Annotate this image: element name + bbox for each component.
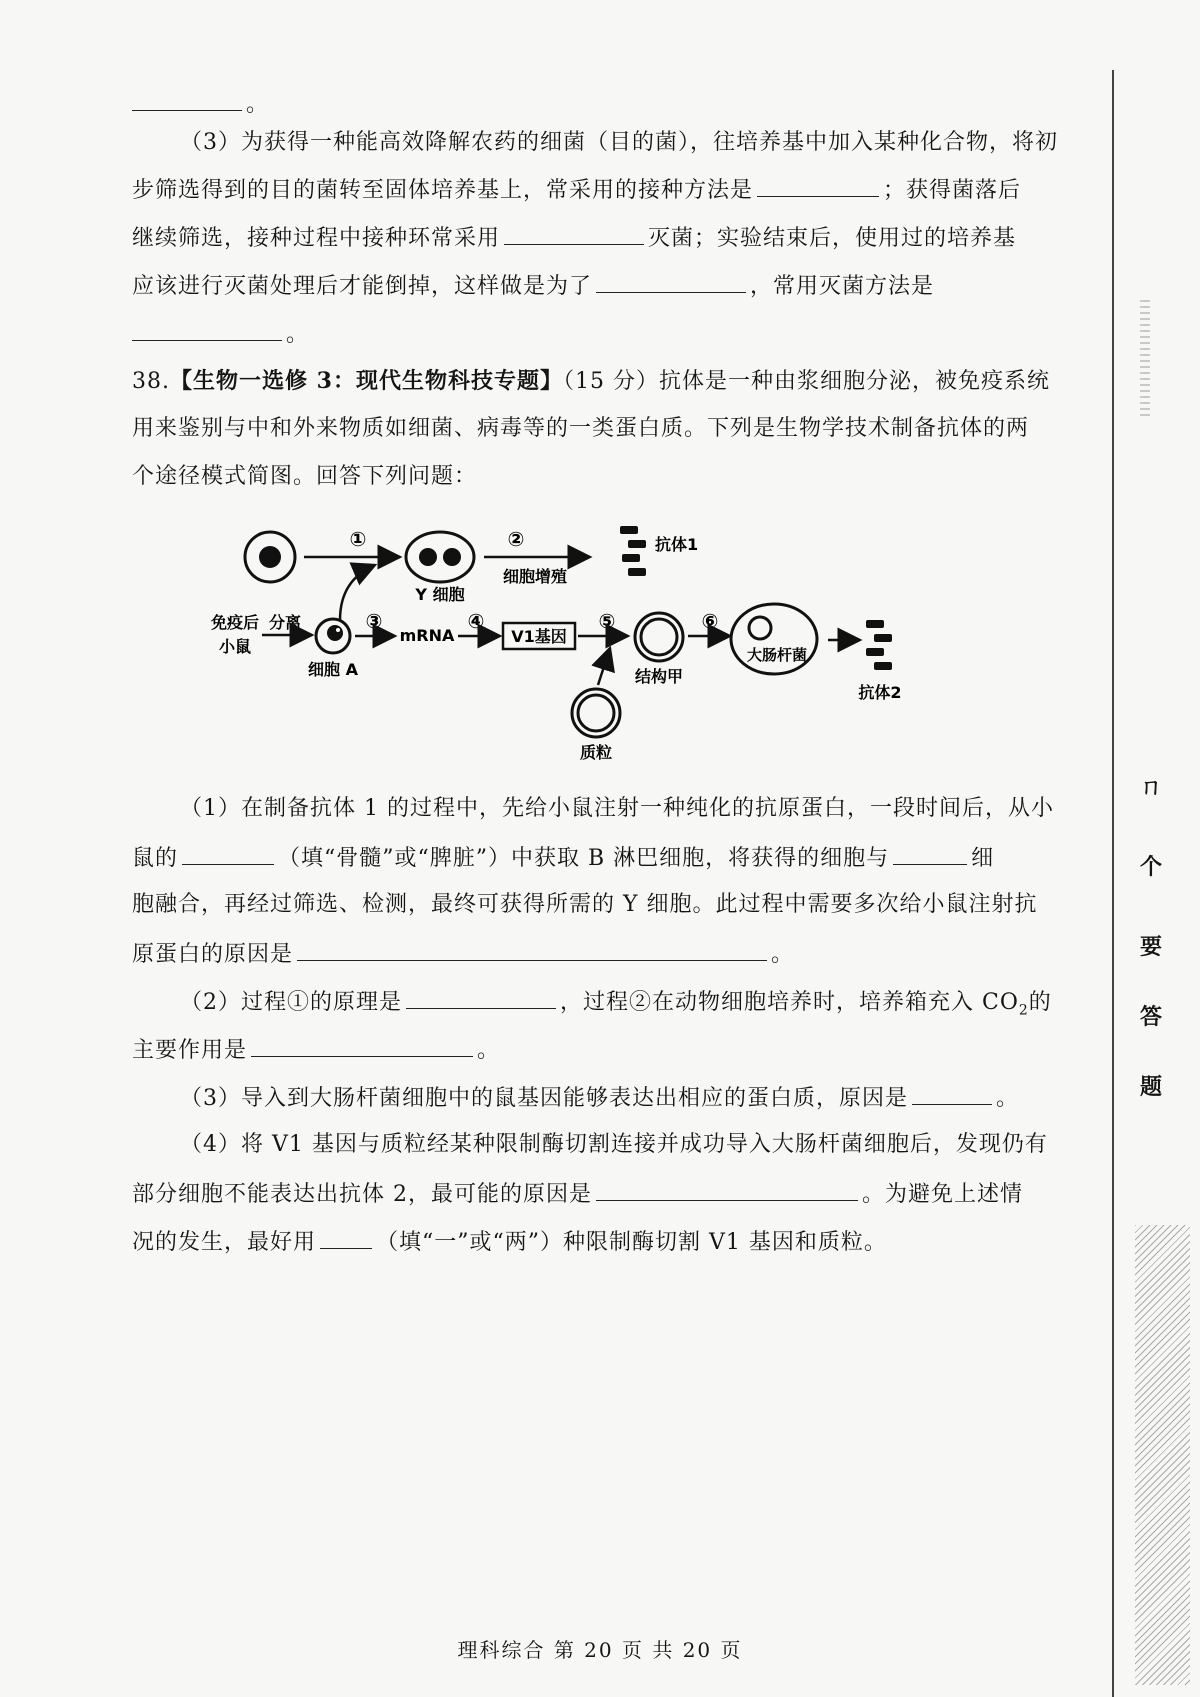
plasmid-arrow xyxy=(598,648,610,685)
s2-line-1 xyxy=(180,986,1052,1025)
text: 胞融合，再经过筛选、检测，最终可获得所需的 Y 细胞。此过程中需要多次给小鼠注射抗 xyxy=(132,892,1038,917)
s3-line xyxy=(180,1082,1019,1114)
text: 。为避免上述情 xyxy=(862,1182,1024,1207)
step-2-label: ② xyxy=(507,527,525,551)
answer-blank[interactable] xyxy=(251,1034,473,1057)
s1-line-2 xyxy=(132,842,994,874)
text: 。 xyxy=(771,942,795,967)
q3-line-4 xyxy=(132,270,934,302)
plasmid-label: 质粒 xyxy=(579,743,613,762)
side-char-2: 个 xyxy=(1140,854,1163,880)
mouse-label-1: 免疫后 xyxy=(210,613,260,632)
step-4-label: ④ xyxy=(467,609,485,633)
binding-edge xyxy=(1112,70,1122,1697)
text: 况的发生，最好用 xyxy=(132,1230,317,1255)
page-footer: 理科综合 第 20 页 共 20 页 xyxy=(457,1638,743,1662)
text: （填“一”或“两”）种限制酶切割 V1 基因和质粒。 xyxy=(376,1230,887,1255)
s4-line-2 xyxy=(132,1178,1023,1210)
s2-line-2 xyxy=(132,1034,500,1066)
text: （15 分）抗体是一种由浆细胞分泌，被免疫系统 xyxy=(562,369,1050,394)
top-answer-line xyxy=(132,88,269,120)
s1-line-4 xyxy=(132,938,794,970)
text: 继续筛选，接种过程中接种环常采用 xyxy=(132,226,501,251)
mouse-label-2: 小鼠 xyxy=(218,637,252,656)
text: 步筛选得到的目的菌转至固体培养基上，常采用的接种方法是 xyxy=(132,178,754,203)
q3-line-3 xyxy=(132,222,1016,254)
text: 用来鉴别与中和外来物质如细菌、病毒等的一类蛋白质。下列是生物学技术制备抗体的两 xyxy=(132,416,1030,441)
text: 主要作用是 xyxy=(132,1038,248,1063)
text: 。 xyxy=(996,1086,1020,1111)
q38-line-1 xyxy=(132,366,1050,397)
answer-blank[interactable] xyxy=(132,88,242,111)
ecoli-label: 大肠杆菌 xyxy=(746,646,808,664)
question-tag: 【生物一选修 3：现代生物科技专题】 xyxy=(170,368,563,394)
question-number: 38. xyxy=(132,369,170,394)
text: ，常用灭菌方法是 xyxy=(750,274,935,299)
step-6-label: ⑥ xyxy=(701,609,719,633)
text: 。 xyxy=(477,1038,501,1063)
structure-label: 结构甲 xyxy=(634,667,684,686)
text: 应该进行灭菌处理后才能倒掉，这样做是为了 xyxy=(132,274,593,299)
text: 细 xyxy=(971,846,995,871)
answer-blank[interactable] xyxy=(504,222,644,245)
answer-blank[interactable] xyxy=(912,1082,992,1105)
start-cell xyxy=(245,532,295,582)
text: 原蛋白的原因是 xyxy=(132,942,294,967)
answer-blank[interactable] xyxy=(406,986,556,1009)
text: （填“骨髓”或“脾脏”）中获取 B 淋巴细胞，将获得的细胞与 xyxy=(278,846,890,871)
text: 个途径模式简图。回答下列问题： xyxy=(132,464,478,489)
step-3-label: ③ xyxy=(365,609,383,633)
side-char-4: 答 xyxy=(1140,1004,1163,1030)
step-5-label: ⑤ xyxy=(598,609,616,633)
answer-blank[interactable] xyxy=(297,938,767,961)
binding-dots xyxy=(1140,300,1150,420)
cell-a-label: 细胞 A xyxy=(308,660,358,679)
subscript: 2 xyxy=(1018,1002,1029,1019)
answer-blank[interactable] xyxy=(132,318,282,341)
proliferation-label: 细胞增殖 xyxy=(502,567,568,586)
text: 。 xyxy=(246,92,270,117)
text: （2）过程①的原理是 xyxy=(180,990,402,1015)
text: ；获得菌落后 xyxy=(883,178,1022,203)
answer-blank[interactable] xyxy=(596,1178,858,1201)
mrna-label: mRNA xyxy=(399,626,455,645)
q38-line-3 xyxy=(132,462,477,492)
s4-line-3 xyxy=(132,1226,887,1258)
text: （4）将 V1 基因与质粒经某种限制酶切割连接并成功导入大肠杆菌细胞后，发现仍有 xyxy=(180,1132,1048,1157)
answer-blank[interactable] xyxy=(320,1226,372,1249)
y-cell-label: Y 细胞 xyxy=(415,585,465,604)
antibody-2-label: 抗体2 xyxy=(858,683,902,702)
q3-line-5 xyxy=(132,318,309,350)
answer-blank[interactable] xyxy=(757,174,879,197)
answer-blank[interactable] xyxy=(893,842,967,865)
text: （3）为获得一种能高效降解农药的细菌（目的菌），往培养基中加入某种化合物，将初 xyxy=(180,130,1058,155)
step-1-label: ① xyxy=(349,527,367,551)
answer-blank[interactable] xyxy=(596,270,746,293)
antibody-pathway-diagram xyxy=(200,520,960,780)
binding-hatch xyxy=(1135,1225,1190,1685)
text: ，过程②在动物细胞培养时，培养箱充入 CO xyxy=(560,990,1019,1015)
antibody-2-icon xyxy=(866,620,892,670)
cell-a xyxy=(316,619,350,653)
side-char-1: ㄇ xyxy=(1140,774,1163,800)
q38-line-2 xyxy=(132,414,1029,444)
text: 的 xyxy=(1028,990,1052,1015)
text: 鼠的 xyxy=(132,846,179,871)
plasmid xyxy=(572,689,620,737)
text: （1）在制备抗体 1 的过程中，先给小鼠注射一种纯化的抗原蛋白，一段时间后，从小 xyxy=(180,796,1054,821)
text: （3）导入到大肠杆菌细胞中的鼠基因能够表达出相应的蛋白质，原因是 xyxy=(180,1086,908,1111)
text: 灭菌；实验结束后，使用过的培养基 xyxy=(648,226,1017,251)
y-cell xyxy=(406,532,474,582)
text: 部分细胞不能表达出抗体 2，最可能的原因是 xyxy=(132,1182,592,1207)
side-char-3: 要 xyxy=(1140,934,1163,960)
q3-line-2 xyxy=(132,174,1021,206)
antibody-1-label: 抗体1 xyxy=(655,535,699,554)
side-char-5: 题 xyxy=(1140,1074,1163,1100)
s1-line-3 xyxy=(132,890,1038,920)
structure-jia xyxy=(635,613,683,661)
separate-label: 分离 xyxy=(268,613,302,632)
s4-line-1 xyxy=(180,1130,1048,1160)
q3-line-1 xyxy=(180,128,1058,158)
s1-line-1 xyxy=(180,794,1054,824)
answer-blank[interactable] xyxy=(182,842,274,865)
text: 。 xyxy=(286,322,310,347)
antibody-1-icon xyxy=(620,526,646,576)
v1-gene-label: V1基因 xyxy=(511,627,567,646)
